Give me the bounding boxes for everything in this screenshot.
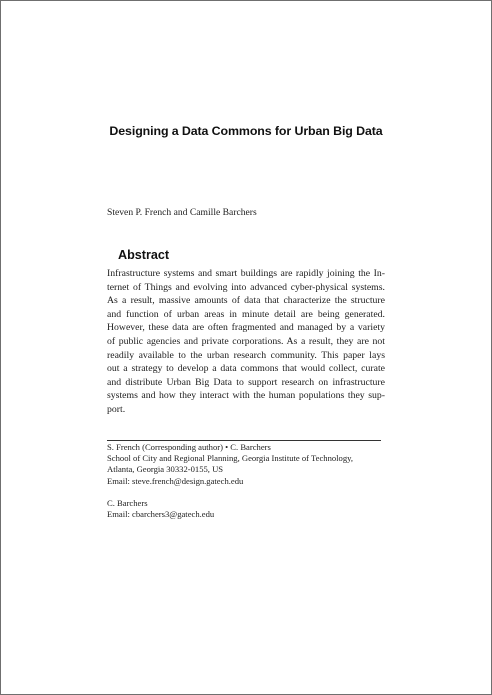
affiliation-author-barchers: C. Barchers <box>107 497 148 508</box>
abstract-line: readily available to the urban research community. This paper lays <box>107 349 385 361</box>
abstract-line: port. <box>107 403 126 415</box>
affiliation-authors-line: S. French (Corresponding author) • C. Barchers <box>107 442 271 452</box>
abstract-body <box>107 267 385 417</box>
abstract-line: and function of urban areas in minute detail are being generated. <box>107 308 385 320</box>
abstract-line: As a result, massive amounts of data that characterize the structure <box>107 295 385 307</box>
abstract-line: of public agencies and private corporations. As a result, they are not <box>107 335 385 347</box>
abstract-line: ternet of Things and evolving into advanced cyber-physical systems. <box>107 281 385 293</box>
abstract-line: out a strategy to develop a data commons that would collect, curate <box>107 363 385 375</box>
author-affiliations <box>107 442 397 520</box>
affiliation-email-french: Email: steve.french@design.gatech.edu <box>107 475 244 486</box>
affiliation-spacer <box>107 487 397 498</box>
affiliation-institution: School of City and Regional Planning, Georgia Institute of Technology, <box>107 453 354 464</box>
affiliation-address: Atlanta, Georgia 30332-0155, US <box>107 464 224 475</box>
abstract-line: and distribute Urban Big Data to support research on infrastructure <box>107 376 385 388</box>
footnote-divider <box>107 440 381 441</box>
abstract-line: systems and how they interact with the human populations they sup- <box>107 390 385 402</box>
affiliation-email-barchers: Email: cbarchers3@gatech.edu <box>107 509 215 520</box>
paper-title: Designing a Data Commons for Urban Big Data <box>109 124 383 138</box>
paper-authors: Steven P. French and Camille Barchers <box>107 207 257 218</box>
abstract-line: Infrastructure systems and smart buildings are rapidly joining the In- <box>107 268 385 279</box>
abstract-heading: Abstract <box>118 248 170 262</box>
abstract-line: However, these data are often fragmented and managed by a variety <box>107 322 385 334</box>
